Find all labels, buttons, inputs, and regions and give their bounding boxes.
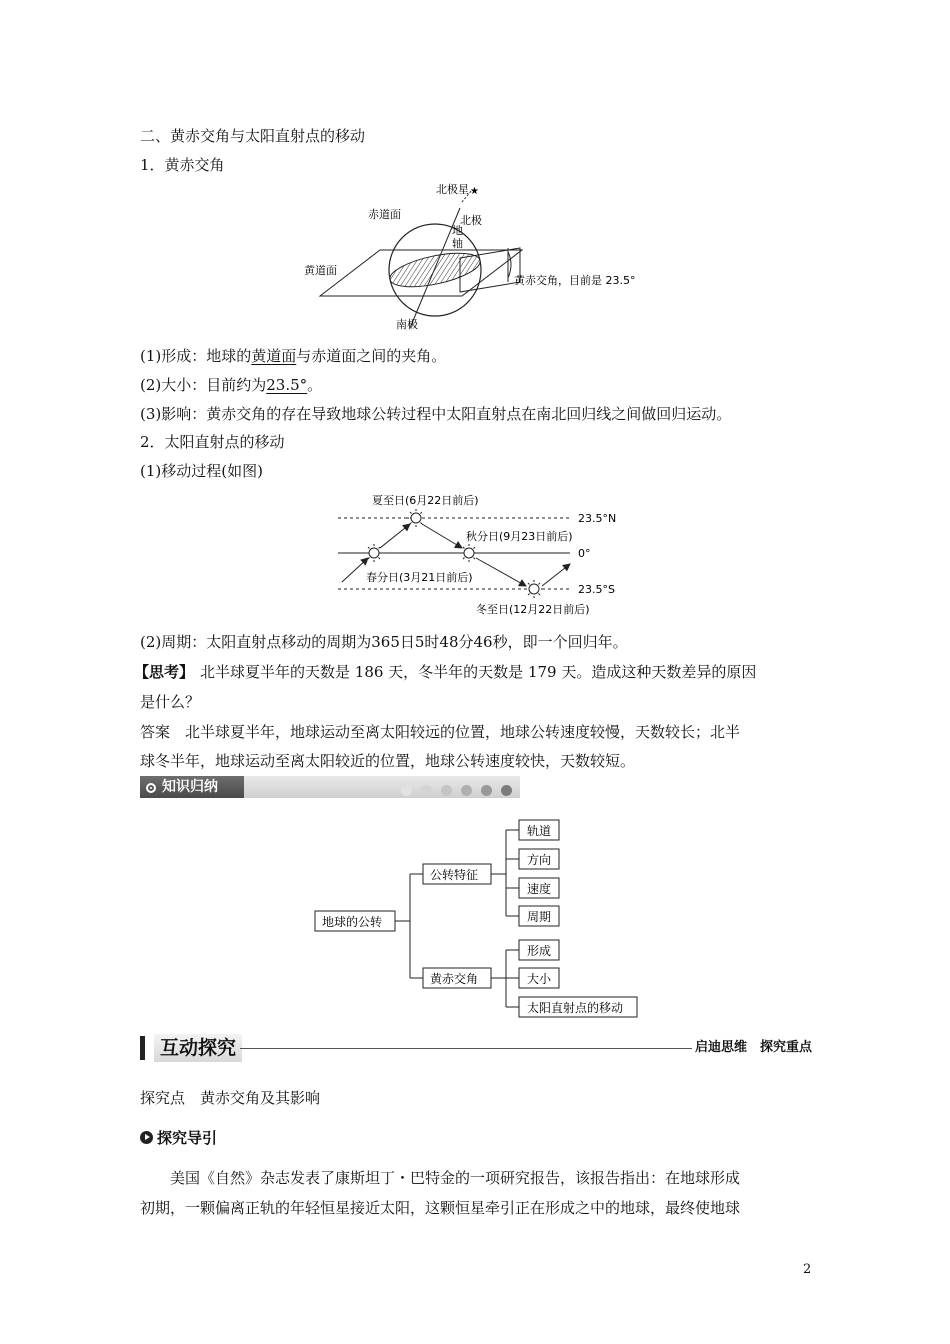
- knowledge-mindmap: [310, 816, 650, 1022]
- size-pre: (2)大小：目前约为: [140, 376, 267, 394]
- dot-icon: [441, 785, 452, 796]
- banner-dots: [392, 781, 512, 800]
- obliquity-diagram: [300, 178, 660, 338]
- guide-title: 探究导引: [157, 1129, 218, 1147]
- winter-solstice-label: 冬至日(12月22日前后): [476, 603, 590, 616]
- subsection-obliquity: 1．黄赤交角: [140, 156, 225, 174]
- dot-icon: [421, 785, 432, 796]
- page-number: 2: [803, 1262, 812, 1277]
- answer-line1: 答案 北半球夏半年，地球运动至离太阳较远的位置，地球公转速度较慢，天数较长；北半: [140, 723, 741, 741]
- section-heading: 二、黄赤交角与太阳直射点的移动: [140, 127, 366, 145]
- paragraph-line2: 初期，一颗偏离正轨的年轻恒星接近太阳，这颗恒星牵引正在形成之中的地球，最终使地球: [140, 1199, 741, 1217]
- lat-23n-label: 23.5°N: [578, 512, 617, 525]
- lat-0-label: 0°: [578, 547, 591, 560]
- autumn-equinox-label: 秋分日(9月23日前后): [466, 530, 573, 543]
- mindmap-leaf-direction: 方向: [527, 853, 552, 867]
- mindmap-leaf-size: 大小: [527, 972, 552, 986]
- think-tag: 【思考】: [134, 663, 195, 681]
- process-line: (1)移动过程(如图): [140, 462, 263, 480]
- mindmap-leaf-subsolar: 太阳直射点的移动: [527, 1001, 624, 1015]
- section-head-explore: [140, 1034, 812, 1062]
- banner-tab: [140, 776, 244, 798]
- paragraph-line1: 美国《自然》杂志发表了康斯坦丁・巴特金的一项研究报告，该报告指出：在地球形成: [170, 1169, 741, 1187]
- north-star-icon: ★: [470, 186, 479, 197]
- section-bar: [140, 1036, 145, 1060]
- obliquity-diagram-svg: [300, 178, 660, 338]
- dot-icon: [461, 785, 472, 796]
- guide-heading: [140, 1128, 217, 1148]
- equator-ellipse: [387, 247, 483, 294]
- north-star-label: 北极星: [436, 183, 469, 196]
- ecliptic-plane-label: 黄道面: [304, 264, 337, 277]
- formation-answer: 黄道面: [251, 347, 297, 365]
- obliquity-label: 黄赤交角，目前是 23.5°: [514, 274, 636, 287]
- period-line: (2)周期：太阳直射点移动的周期为365日5时48分46秒，即一个回归年。: [140, 633, 628, 651]
- size-line: [140, 375, 322, 395]
- mindmap-leaf-period: 周期: [527, 910, 552, 924]
- mindmap-branch1: 公转特征: [430, 868, 479, 882]
- section-tagline: 启迪思维 探究重点: [694, 1040, 812, 1055]
- knowledge-summary-banner: [140, 776, 520, 798]
- banner-title: 知识归纳: [162, 779, 218, 795]
- spring-equinox-label: 春分日(3月21日前后): [366, 571, 473, 584]
- explore-point: 探究点 黄赤交角及其影响: [140, 1089, 321, 1107]
- summer-solstice-label: 夏至日(6月22日前后): [372, 494, 479, 507]
- mindmap-branch2: 黄赤交角: [430, 972, 479, 986]
- answer-line2: 球冬半年，地球运动至离太阳较近的位置，地球公转速度较快，天数较短。: [140, 752, 636, 770]
- target-icon: [146, 783, 156, 793]
- play-icon: [140, 1131, 153, 1144]
- equator-plane-label: 赤道面: [368, 208, 401, 221]
- sun-icon-winter: [525, 580, 543, 598]
- dot-icon: [501, 785, 512, 796]
- size-post: 。: [307, 376, 323, 394]
- think-question-line2: 是什么？: [140, 693, 201, 711]
- mindmap-leaf-orbit: 轨道: [527, 824, 552, 838]
- effect-line: (3)影响：黄赤交角的存在导致地球公转过程中太阳直射点在南北回归线之间做回归运动。: [140, 405, 732, 423]
- north-pole-label: 北极: [460, 214, 482, 227]
- axis-label-1: 地: [452, 224, 463, 237]
- formation-post: 与赤道面之间的夹角。: [296, 347, 447, 365]
- think-question-line1: [134, 662, 756, 682]
- section-rule: [240, 1048, 692, 1049]
- size-answer: 23.5°: [266, 376, 308, 394]
- dot-icon: [481, 785, 492, 796]
- mindmap-root: 地球的公转: [322, 915, 383, 929]
- mindmap-leaf-formation: 形成: [527, 944, 552, 958]
- subsolar-migration-diagram: [330, 486, 630, 618]
- think-q1: 北半球夏半年的天数是 186 天，冬半年的天数是 179 天。造成这种天数差异的原因: [200, 663, 757, 681]
- formation-line: [140, 346, 446, 366]
- mindmap-svg: [310, 816, 650, 1022]
- mindmap-leaf-speed: 速度: [527, 882, 552, 896]
- subsolar-migration-svg: [330, 486, 630, 618]
- south-pole-label: 南极: [396, 318, 418, 331]
- lat-23s-label: 23.5°S: [578, 583, 615, 596]
- dot-icon: [401, 785, 412, 796]
- axis-label-2: 轴: [452, 237, 463, 250]
- section-title: 互动探究: [154, 1034, 242, 1062]
- subsection-subsolar: 2．太阳直射点的移动: [140, 433, 285, 451]
- formation-pre: (1)形成：地球的: [140, 347, 252, 365]
